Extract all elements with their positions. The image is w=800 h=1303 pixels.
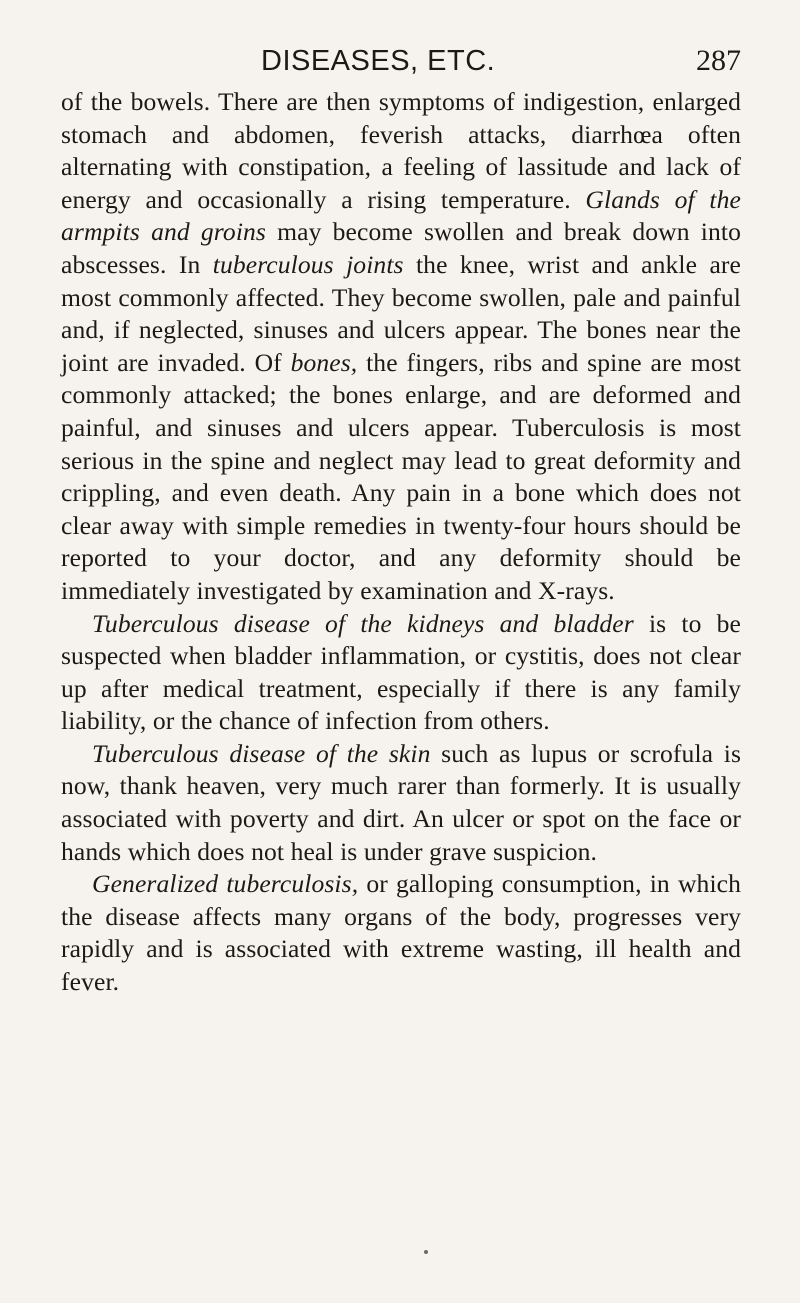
page-number: 287 bbox=[696, 44, 741, 77]
paragraph bbox=[61, 868, 741, 998]
paragraph bbox=[61, 738, 741, 868]
body-text bbox=[61, 86, 741, 999]
italic-term: Tuberculous disease of the skin bbox=[92, 738, 431, 768]
italic-term: Tuberculous disease of the kidneys and bladder bbox=[92, 608, 634, 638]
text-segment: may become swollen and break down into abscesses. In bbox=[61, 217, 741, 279]
paragraph bbox=[61, 86, 741, 608]
italic-term: bones, bbox=[290, 347, 358, 377]
book-page bbox=[61, 36, 741, 999]
text-segment: of the bowels. There are then symptoms of indigestion, enlarged stomach and abdomen, feverish attacks, diarrhœa often alternating with constipation, a feeling of lassitude and lack of energy and occasionally a rising temperature. bbox=[61, 87, 741, 214]
page-header bbox=[61, 36, 741, 86]
running-head: DISEASES, ETC. bbox=[261, 45, 496, 77]
text-segment: the knee, wrist and ankle are most commonly affected. They become swollen, pale and painful and, if neglected, sinuses and ulcers appear. The bones near the joint are invaded. Of bbox=[61, 249, 741, 377]
text-segment: or galloping consumption, in which the disease affects many organs of the body, progresses very rapidly and is associated with extreme wasting, ill health and fever. bbox=[61, 869, 742, 997]
text-segment: the fingers, ribs and spine are most commonly attacked; the bones enlarge, and are deformed and painful, and sinuses and ulcers appear. Tuberculosis is most serious in the spine and neglect may lead to great deformity and crippling, and even death. Any pain in a bone which does not clear away with simple remedies in twenty-four hours should be reported to your doctor, and any deformity should be immediately investigated by examination and X-rays. bbox=[61, 347, 741, 605]
paragraph bbox=[61, 608, 741, 738]
italic-term: tuberculous joints bbox=[212, 249, 404, 279]
printer-dot bbox=[424, 1250, 428, 1254]
italic-term: Generalized tuberculosis, bbox=[92, 869, 359, 899]
text-segment: such as lupus or scrofula is now, thank heaven, very much rarer than formerly. It is usually associated with poverty and dirt. An ulcer or spot on the face or hands which does not heal is under grave suspicion. bbox=[61, 738, 742, 866]
italic-term: Glands of the armpits and groins bbox=[61, 184, 741, 247]
text-segment: is to be suspected when bladder inflammation, or cystitis, does not clear up after medical treatment, especially if there is any family liability, or the chance of infection from others. bbox=[61, 608, 741, 736]
